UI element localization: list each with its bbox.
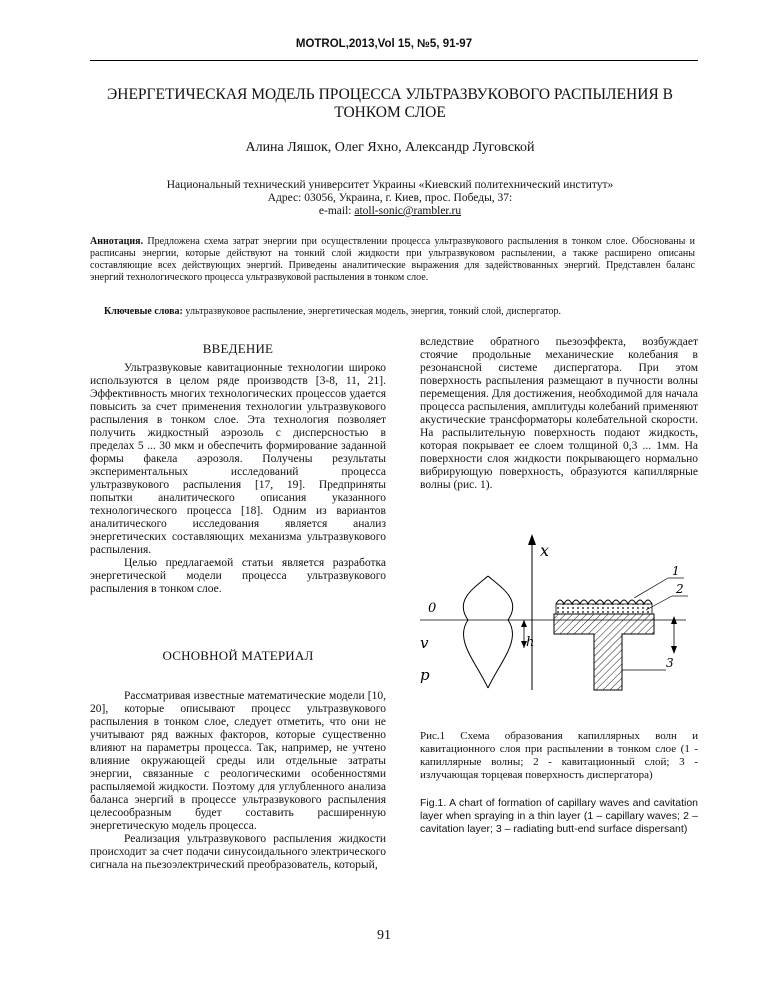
wave-curve-upper: [463, 576, 513, 620]
right-column-text: вследствие обратного пьезоэффекта, возбуждает стоячие продольные механические колебания в резонансной системе диспергатора. При этом поверхность распыления размещают в пучности волны перемещения. Для достижения, необходимой для начала процесса распыления, амплитуды колебаний применяют акустические трансформаторы колебательной скорости. На распылительную поверхность подают жидкость, которая покрывает ее слоем толщиной 0,3 ... 1мм. На поверхности слоя жидкости покрывающего нормально вибрирующую поверхность, образуются капиллярные волны (рис. 1).: [420, 336, 698, 491]
leader-1: [634, 578, 668, 598]
journal-header: MOTROL,2013,Vol 15, №5, 91-97: [295, 38, 473, 50]
leader-2: [646, 596, 672, 610]
label-2: 2: [676, 582, 684, 596]
vibration-arrow-bottom: [671, 646, 677, 654]
dispersant-body: [554, 614, 654, 690]
intro-text: [90, 362, 386, 596]
intro-heading: ВВЕДЕНИЕ: [202, 341, 274, 356]
figure-caption-en: Fig.1. A chart of formation of capillary waves and cavitation layer when spraying in a thin layer (1 – capillary waves; 2 – cavitation layer; 3 – radiating butt-end surface dispersant): [420, 797, 698, 835]
main-text: [90, 690, 386, 872]
email-label: e-mail:: [318, 205, 355, 217]
figure-1-diagram: [416, 530, 696, 698]
pressure-label: p: [420, 666, 430, 684]
x-axis-label: x: [540, 541, 550, 560]
velocity-label: v: [420, 634, 429, 652]
origin-label: 0: [428, 601, 437, 616]
affiliation-address: Адрес: 03056, Украина, г. Киев, прос. Победы, 37:: [267, 192, 513, 204]
authors: Алина Ляшок, Олег Яхно, Александр Луговской: [245, 140, 535, 155]
page-number: 91: [377, 928, 391, 943]
main-heading: ОСНОВНОЙ МАТЕРИАЛ: [162, 648, 314, 663]
main-paragraph-1: Рассматривая известные математические модели [10, 20], которые описывают процесс ультразвукового распыления в тонком слое, следует отметить, что они не учитывают ряд важных факторов, которые существенно влияют на параметры процесса. Так, например, не учтено влияние окружающей среды или отдельные затраты энергии, связанные с реологическими особенностями распыляемой жидкости. Поэтому для углубленного анализа баланса энергий в процессе ультразвукового распыления целесообразным будет составить расширенную энергетическую модель процесса.: [90, 690, 386, 832]
label-3: 3: [666, 656, 674, 670]
abstract-label: Аннотация.: [90, 236, 144, 247]
abstract-text: Предложена схема затрат энергии при осуществлении процесса ультразвукового распыления в тонком слое. Обоснованы и расписаны энергии, которые действуют на тонкий слой жидкости при ультразвуковом распылении, а также расширено описаны составляющие всех действующих энергий. Приведены аналитические выражения для задействованных энергий. Представлен баланс энергий технологического процесса ультразвуковой распыления в тонком слое.: [90, 236, 695, 283]
figure-caption-ru: Рис.1 Схема образования капиллярных волн и кавитационного слоя при распылении в тонком слое (1 - капиллярные волны; 2 - кавитационный слой; 3 - излучающая торцевая поверхность диспергатора): [420, 730, 698, 781]
wave-curve-lower: [463, 620, 512, 688]
affiliation-institution: Национальный технический университет Украины «Киевский политехнический институт»: [166, 179, 614, 191]
abstract: [90, 236, 695, 284]
paper-title: ЭНЕРГЕТИЧЕСКАЯ МОДЕЛЬ ПРОЦЕССА УЛЬТРАЗВУКОВОГО РАСПЫЛЕНИЯ В ТОНКОМ СЛОЕ: [107, 86, 673, 121]
email-link[interactable]: atoll-sonic@rambler.ru: [354, 205, 462, 217]
h-label: h: [526, 635, 535, 650]
keywords-label: Ключевые слова:: [104, 306, 183, 317]
affiliation-email-line: [90, 205, 690, 218]
main-paragraph-2: Реализация ультразвукового распыления жидкости происходит за счет подачи синусоидального электрического сигнала на пьезоэлектрический преобразователь, который,: [90, 833, 386, 871]
h-arrow-top: [521, 620, 527, 627]
capillary-waves: [556, 600, 652, 604]
affiliation: [90, 179, 690, 218]
header-rule: [90, 60, 698, 61]
intro-paragraph-1: Ультразвуковые кавитационные технологии широко используются в целом ряде производств [3-8, 11, 21]. Эффективность многих технологических процессов удается повысить за счет применения технологии ультразвукового распыления в тонком слое. Эта технология позволяет получить жидкостный аэрозоль с дисперсностью в пределах 5 ... 30 мкм и обеспечить формирование заданной формы факела аэрозоля. Получены результаты экспериментальных исследований процесса ультразвукового распыления [17, 19]. Предприняты попытки аналитического описания указанного технологического процесса [18]. Одним из вариантов аналитического исследования является анализ энергетических составляющих механизма ультразвукового распыления.: [90, 362, 386, 556]
x-axis-arrow: [528, 534, 536, 545]
cavitation-layer: [556, 604, 652, 614]
keywords: [104, 306, 694, 318]
keywords-text: ультразвуковое распыление, энергетическая модель, энергия, тонкий слой, диспергатор.: [182, 306, 561, 317]
intro-paragraph-2: Целью предлагаемой статьи является разработка энергетической модели процесса ультразвукового распыления в тонком слое.: [90, 557, 386, 595]
label-1: 1: [672, 564, 680, 578]
